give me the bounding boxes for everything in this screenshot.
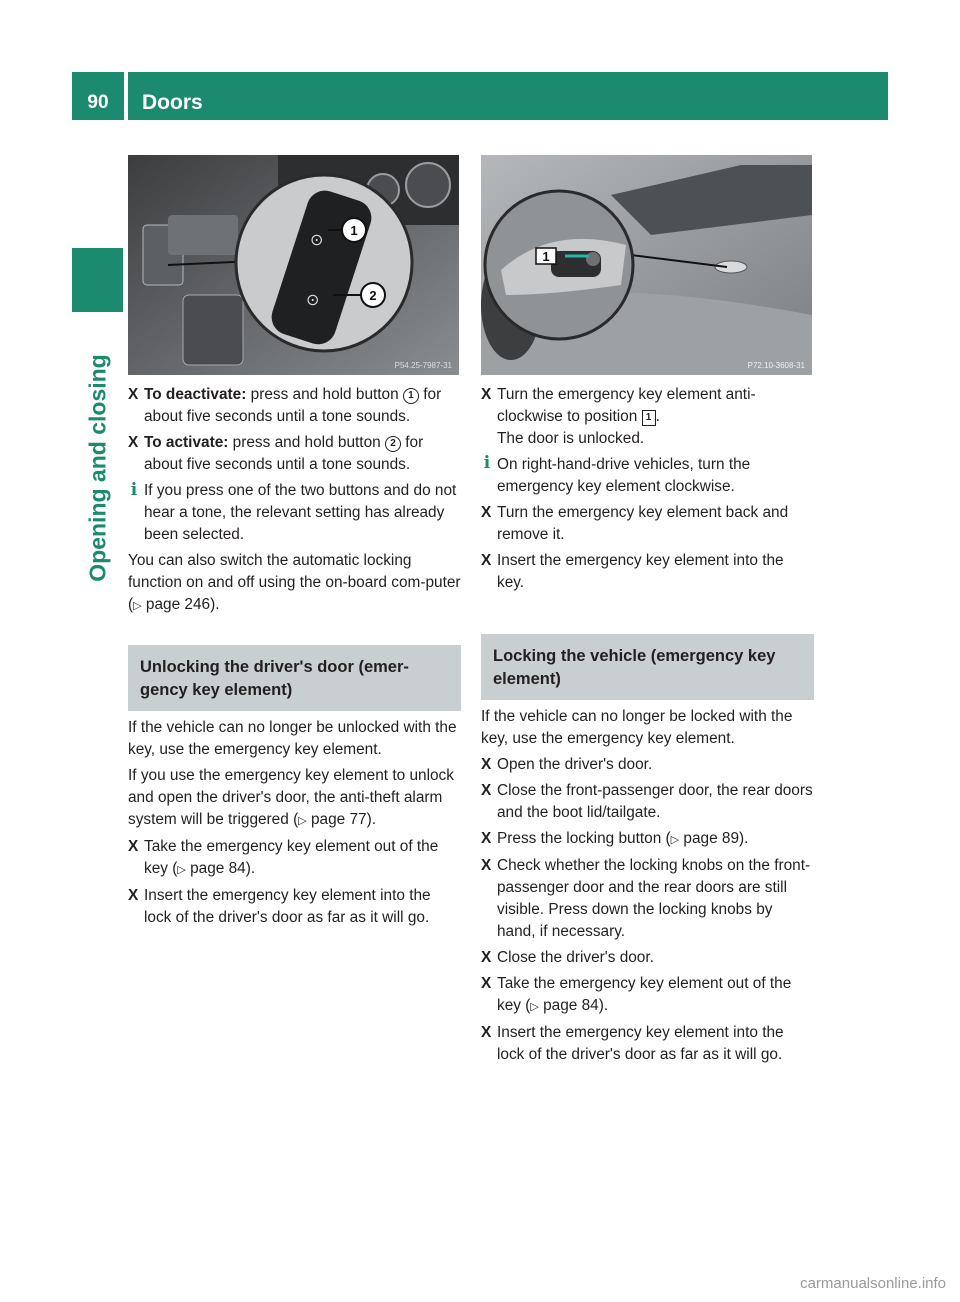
page-ref-link[interactable]: page 89). (683, 830, 749, 847)
header-divider (124, 72, 128, 120)
step-marker: X (481, 756, 492, 773)
step-marker: X (128, 838, 139, 855)
step-marker: X (481, 782, 492, 799)
page-ref-link[interactable]: page 84). (543, 997, 609, 1014)
paragraph-unlock-intro: If the vehicle can no longer be unlocked with the key, use the emergency key element. (128, 719, 457, 758)
paragraph-onboard (128, 550, 461, 617)
step-marker: X (481, 975, 492, 992)
step-check-knobs (481, 855, 814, 943)
chapter-side-label: Opening and closing (84, 354, 111, 582)
step-text: Turn the emergency key element back and remove it. (497, 504, 789, 543)
section-heading-locking: Locking the vehicle (emergency key element) (481, 634, 814, 700)
step-close-driver-door (481, 947, 814, 969)
step-text: Close the front-passenger door, the rear doors and the boot lid/tailgate. (497, 782, 813, 821)
page-ref-link[interactable]: page 84). (190, 860, 256, 877)
page-ref-arrow-icon: ▷ (177, 864, 186, 876)
step-marker: X (128, 386, 139, 403)
step-marker: X (481, 1024, 492, 1041)
paragraph-text: If you use the emergency key element to unlock and open the driver's door, the anti-theft alarm system will be triggered ( (128, 767, 454, 828)
figure-callout-1-label: 1 (350, 223, 358, 238)
side-tab-marker (72, 248, 123, 312)
position-1-icon: 1 (642, 410, 656, 426)
step-marker: X (481, 504, 492, 521)
step-insert-key-2 (481, 1022, 814, 1066)
step-marker: X (481, 857, 492, 874)
figure-door-buttons (128, 155, 459, 375)
info-note (128, 480, 461, 546)
page-ref-link[interactable]: page 246). (145, 596, 220, 613)
activate-text-b: for about five seconds until a tone sounds. (144, 434, 424, 473)
step-text: Take the emergency key element out of the key ( (144, 838, 439, 877)
callout-2-icon: 2 (385, 436, 401, 452)
step-take-key-2 (481, 973, 814, 1018)
step-turn-key: X Turn the emergency key element anti-clockwise to position 1 . The door is unlocked. (481, 384, 814, 450)
step-text: Insert the emergency key element into the lock of the driver's door as far as it will go. (144, 887, 431, 926)
step-marker: X (481, 386, 492, 403)
info-note-rhd (481, 454, 814, 498)
step-text: Turn the emergency key element anti-clockwise to position (497, 386, 756, 425)
step-text: Press the locking button ( (497, 830, 671, 847)
svg-text:⊙: ⊙ (310, 230, 324, 249)
step-insert-key (128, 885, 461, 929)
figure-code-left: P54.25-7987-31 (394, 361, 452, 370)
step-text: Close the driver's door. (497, 949, 654, 966)
paragraph-alarm (128, 765, 461, 832)
info-text: If you press one of the two buttons and do not hear a tone, the relevant setting has already been selected. (144, 482, 457, 543)
step-text: Insert the emergency key element into the lock of the driver's door as far as it will go. (497, 1024, 784, 1063)
callout-1-icon: 1 (403, 388, 419, 404)
door-lock-illustration (481, 155, 812, 375)
page-ref-arrow-icon: ▷ (298, 815, 307, 827)
step-deactivate (128, 384, 461, 428)
step-marker: X (128, 887, 139, 904)
deactivate-label: To deactivate: (144, 386, 247, 403)
step-press-locking (481, 828, 814, 851)
info-icon: i (130, 480, 138, 500)
page-ref-arrow-icon: ▷ (530, 1001, 539, 1013)
step-marker: X (481, 552, 492, 569)
step-turn-back (481, 502, 814, 546)
step-marker: X (481, 949, 492, 966)
step-activate (128, 432, 461, 476)
svg-text:⊙: ⊙ (306, 290, 320, 309)
activate-text-a: press and hold button (232, 434, 381, 451)
step-close-doors (481, 780, 814, 824)
step-insert-into-key (481, 550, 814, 594)
page-ref-arrow-icon: ▷ (133, 600, 142, 612)
activate-label: To activate: (144, 434, 229, 451)
step-text: Open the driver's door. (497, 756, 653, 773)
figure-position-label: 1 (542, 249, 550, 264)
step-open-door (481, 754, 814, 776)
deactivate-text-a: press and hold button (250, 386, 399, 403)
section-heading-unlocking: Unlocking the driver's door (emer-gency key element) (128, 645, 461, 711)
figure-code-right: P72.10-3608-31 (747, 361, 805, 370)
figure-emergency-key-lock (481, 155, 812, 375)
info-text: On right-hand-drive vehicles, turn the emergency key element clockwise. (497, 456, 751, 495)
step-marker: X (481, 830, 492, 847)
paragraph-lock-intro: If the vehicle can no longer be locked with the key, use the emergency key element. (481, 708, 793, 747)
paragraph-text: You can also switch the automatic locking function on and off using the on-board com-puter ( (128, 552, 461, 613)
deactivate-text-b: for about five seconds until a tone sounds. (144, 386, 442, 425)
step-text: Insert the emergency key element into the key. (497, 552, 784, 591)
page-title: Doors (142, 91, 203, 114)
figure-callout-2-label: 2 (369, 288, 377, 303)
page-ref-arrow-icon: ▷ (670, 834, 680, 846)
watermark: carmanualsonline.info (800, 1275, 946, 1292)
page-number: 90 (87, 92, 109, 113)
step-result: The door is unlocked. (497, 430, 645, 447)
right-column (481, 384, 814, 1070)
step-text: Take the emergency key element out of the key ( (497, 975, 792, 1014)
left-column (128, 384, 461, 933)
step-marker: X (128, 434, 139, 451)
step-take-key (128, 836, 461, 881)
door-buttons-illustration (128, 155, 459, 375)
step-text: Check whether the locking knobs on the front-passenger door and the rear doors are still visible. Press down the locking knobs by hand, if necessary. (497, 857, 811, 940)
page-ref-link[interactable]: page 77). (310, 811, 377, 828)
info-icon: i (483, 453, 491, 473)
